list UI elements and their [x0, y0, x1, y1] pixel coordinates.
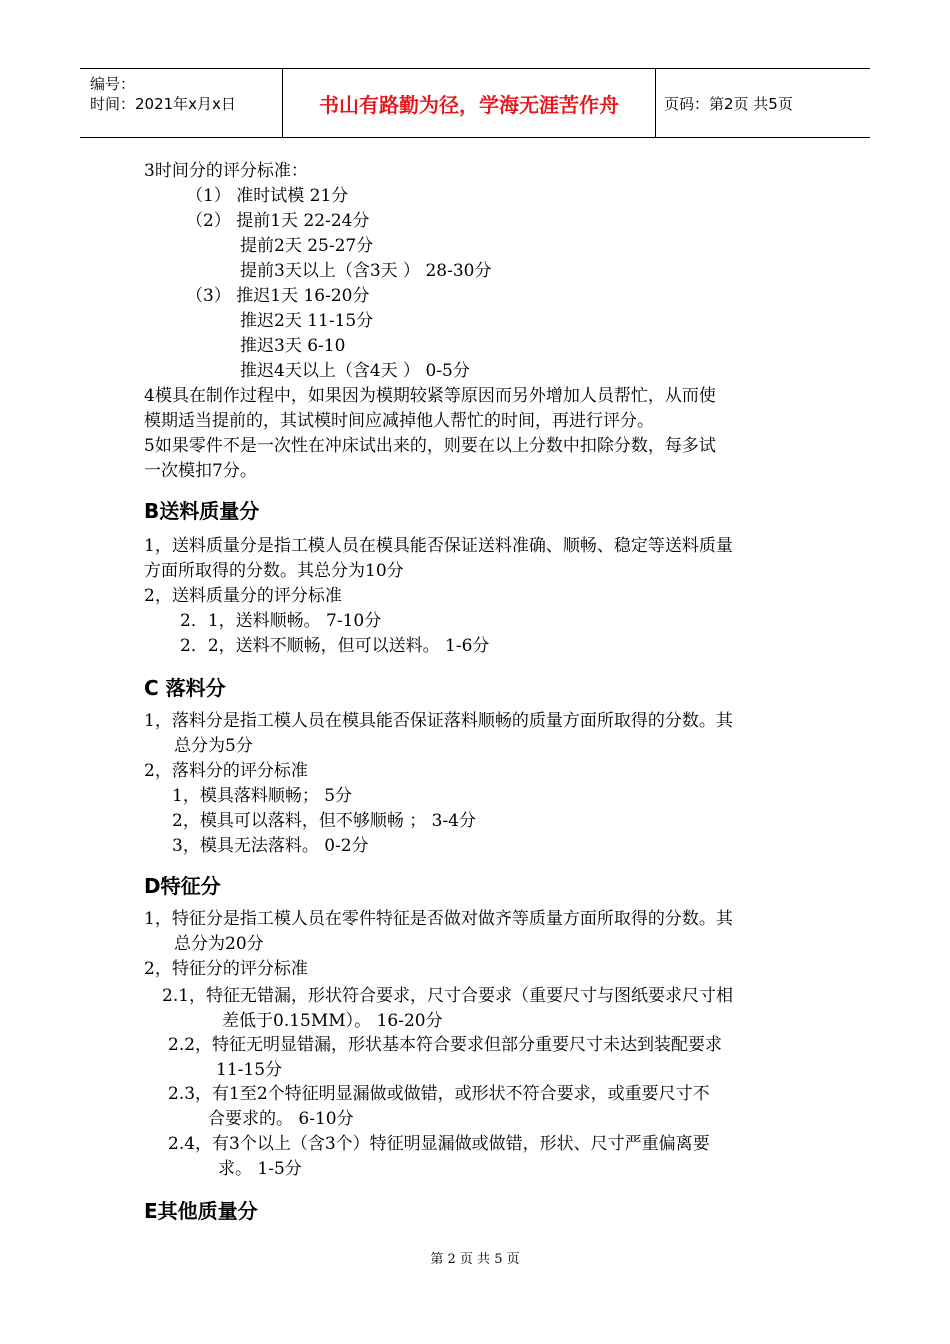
text-line: 2.3，有1至2个特征明显漏做或做错，或形状不符合要求，或重要尺寸不 — [168, 1084, 710, 1104]
text-line: （2） 提前1天 22-24分 — [186, 211, 370, 231]
text-line: 2.4，有3个以上（含3个）特征明显漏做或做错，形状、尺寸严重偏离要 — [168, 1134, 710, 1154]
text-line: 推迟2天 11-15分 — [240, 311, 374, 331]
text-line: 求。 1-5分 — [218, 1159, 302, 1179]
text-line: 1，落料分是指工模人员在模具能否保证落料顺畅的质量方面所取得的分数。其 — [144, 711, 733, 731]
text-line: （3） 推迟1天 16-20分 — [186, 286, 370, 306]
text-line: 2.2，特征无明显错漏，形状基本符合要求但部分重要尺寸未达到装配要求 — [168, 1035, 723, 1055]
text-line: 总分为5分 — [174, 736, 253, 756]
text-line: 2，落料分的评分标准 — [144, 761, 308, 781]
text-line: 5如果零件不是一次性在冲床试出来的，则要在以上分数中扣除分数，每多试 — [144, 436, 716, 456]
text-line: 差低于0.15MM）。 16-20分 — [222, 1011, 443, 1031]
text-line: 2，特征分的评分标准 — [144, 959, 308, 979]
text-line: （1） 准时试模 21分 — [186, 186, 349, 206]
header-motto-cell — [283, 69, 656, 137]
text-line: 总分为20分 — [174, 934, 264, 954]
number-label: 编号： — [90, 75, 136, 93]
text-line: 一次模扣7分。 — [144, 461, 257, 481]
page-info: 页码：第2页 共5页 — [664, 95, 793, 113]
text-line: 提前2天 25-27分 — [240, 236, 374, 256]
text-line: 1，特征分是指工模人员在零件特征是否做对做齐等质量方面所取得的分数。其 — [144, 909, 733, 929]
section-heading-d: D特征分 — [144, 874, 221, 898]
text-line: 2，模具可以落料，但不够顺畅 ； 3-4分 — [172, 811, 476, 831]
text-line: 推迟4天以上（含4天 ） 0-5分 — [240, 361, 470, 381]
text-line: 4模具在制作过程中，如果因为模期较紧等原因而另外增加人员帮忙，从而使 — [144, 386, 716, 406]
header-info-cell — [80, 69, 283, 137]
section-heading-c: C 落料分 — [144, 676, 226, 700]
text-line: 1，模具落料顺畅； 5分 — [172, 786, 353, 806]
section-heading-e: E其他质量分 — [144, 1199, 258, 1223]
page-footer: 第 2 页 共 5 页 — [430, 1252, 520, 1267]
text-line: 1，送料质量分是指工模人员在模具能否保证送料准确、顺畅、稳定等送料质量 — [144, 536, 733, 556]
text-line: 推迟3天 6-10 — [240, 336, 346, 356]
text-line: 2．2，送料不顺畅，但可以送料。 1-6分 — [180, 636, 490, 656]
text-line: 3，模具无法落料。 0-2分 — [172, 836, 369, 856]
time-label: 时间：2021年x月x日 — [90, 95, 236, 113]
motto: 书山有路勤为径，学海无涯苦作舟 — [319, 93, 619, 117]
text-line: 合要求的。 6-10分 — [208, 1109, 354, 1129]
text-line: 3时间分的评分标准： — [144, 161, 308, 181]
page-header — [80, 68, 870, 138]
text-line: 2．1，送料顺畅。 7-10分 — [180, 611, 382, 631]
text-line: 11-15分 — [216, 1060, 283, 1080]
section-heading-b: B送料质量分 — [144, 499, 260, 523]
text-line: 2.1，特征无错漏，形状符合要求，尺寸合要求（重要尺寸与图纸要求尺寸相 — [162, 986, 734, 1006]
header-page-cell — [656, 69, 870, 137]
text-line: 提前3天以上（含3天 ） 28-30分 — [240, 261, 492, 281]
text-line: 模期适当提前的，其试模时间应减掉他人帮忙的时间，再进行评分。 — [144, 411, 654, 431]
text-line: 2，送料质量分的评分标准 — [144, 586, 342, 606]
text-line: 方面所取得的分数。其总分为10分 — [144, 561, 404, 581]
